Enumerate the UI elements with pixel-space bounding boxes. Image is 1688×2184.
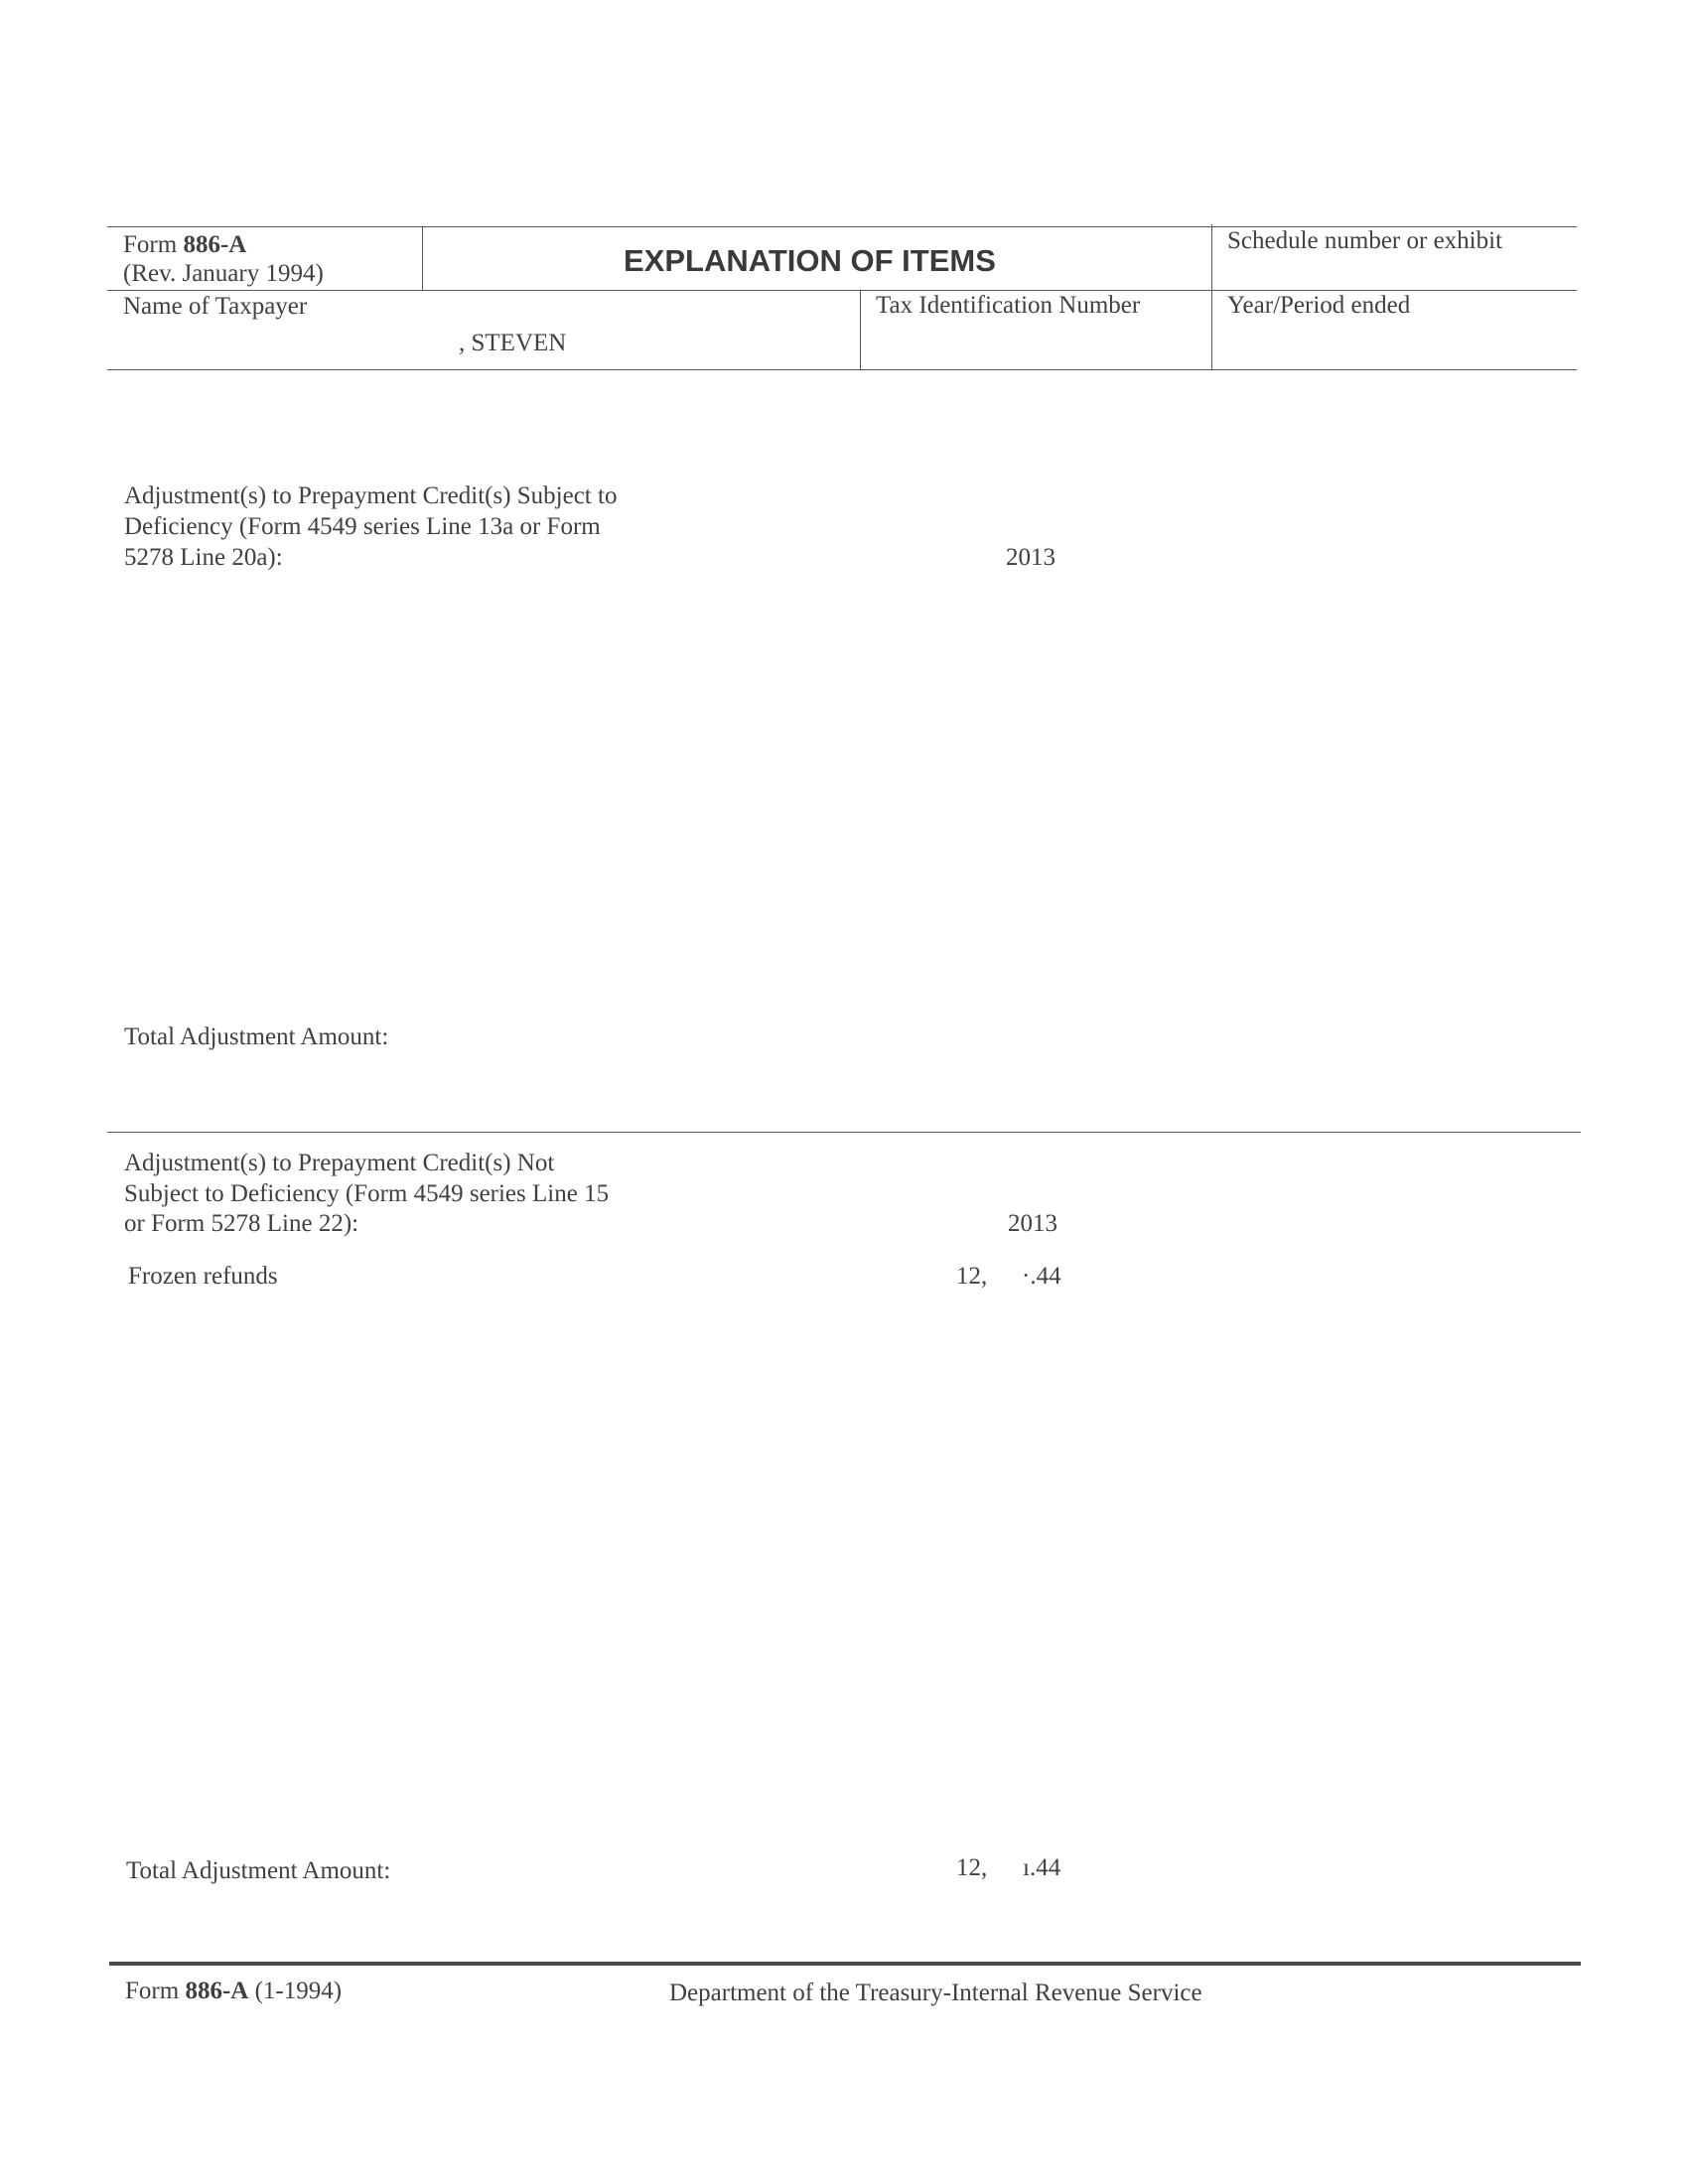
page-title: EXPLANATION OF ITEMS bbox=[624, 243, 996, 278]
section-divider-line bbox=[107, 1132, 1581, 1133]
taxpayer-name-label: Name of Taxpayer bbox=[123, 293, 308, 320]
section1-year: 2013 bbox=[1006, 544, 1055, 571]
taxpayer-name-value: , STEVEN bbox=[459, 330, 567, 356]
frozen-refunds-amount-part2: ·.44 bbox=[1022, 1263, 1061, 1290]
year-period-label: Year/Period ended bbox=[1227, 292, 1411, 319]
form-number-label bbox=[123, 231, 246, 259]
header-bottom-line bbox=[107, 369, 1577, 370]
section1-heading-line1: Adjustment(s) to Prepayment Credit(s) Subject to bbox=[124, 482, 618, 509]
tin-label: Tax Identification Number bbox=[876, 292, 1141, 319]
footer-department: Department of the Treasury-Internal Revenue Service bbox=[669, 1979, 1202, 2006]
footer-form-revision: (1-1994) bbox=[254, 1978, 343, 2004]
header-divider-tin bbox=[860, 290, 861, 369]
form-revision: (Rev. January 1994) bbox=[123, 260, 324, 287]
section1-heading-line2: Deficiency (Form 4549 series Line 13a or Form bbox=[124, 513, 601, 540]
section1-heading-line3: 5278 Line 20a): bbox=[124, 544, 283, 571]
section2-total-label: Total Adjustment Amount: bbox=[126, 1857, 391, 1884]
footer-rule bbox=[109, 1962, 1581, 1966]
schedule-label: Schedule number or exhibit bbox=[1227, 227, 1503, 254]
section2-heading-line2: Subject to Deficiency (Form 4549 series Line 15 bbox=[124, 1180, 610, 1207]
section2-total-amount-part1: 12, bbox=[956, 1854, 988, 1881]
footer-form-number: 886-A bbox=[185, 1978, 249, 2004]
header-divider-schedule bbox=[1211, 224, 1212, 369]
frozen-refunds-amount-part1: 12, bbox=[956, 1263, 988, 1290]
section2-total-amount-part2: ı.44 bbox=[1023, 1854, 1061, 1881]
footer-form-label bbox=[125, 1978, 342, 2005]
section2-year: 2013 bbox=[1008, 1210, 1057, 1237]
header-middle-line bbox=[107, 290, 1577, 291]
frozen-refunds-label: Frozen refunds bbox=[128, 1263, 278, 1290]
header-divider-form bbox=[422, 226, 423, 290]
form-number: 886-A bbox=[183, 231, 247, 258]
section2-heading-line1: Adjustment(s) to Prepayment Credit(s) Not bbox=[124, 1150, 555, 1176]
form-prefix: Form bbox=[123, 231, 178, 258]
section2-heading-line3: or Form 5278 Line 22): bbox=[124, 1210, 359, 1237]
footer-form-prefix: Form bbox=[125, 1978, 180, 2004]
section1-total-label: Total Adjustment Amount: bbox=[124, 1024, 389, 1050]
